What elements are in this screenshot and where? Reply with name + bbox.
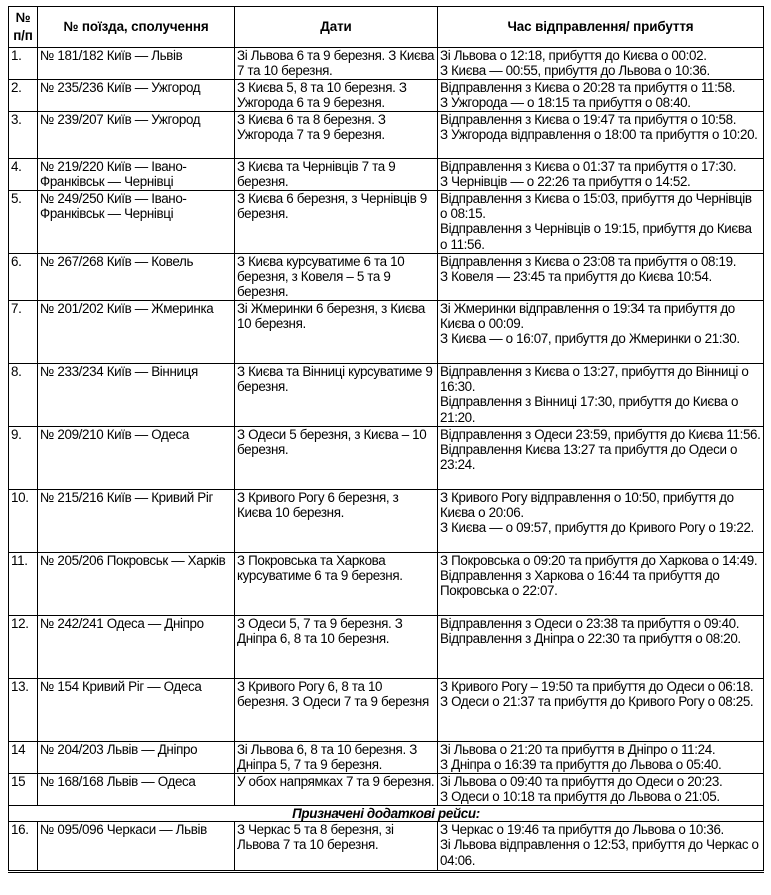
header-times: Час відправлення/ прибуття <box>438 7 764 48</box>
row-number: 9. <box>9 427 38 490</box>
train-route: № 095/096 Черкаси — Львів <box>38 822 235 872</box>
table-row <box>9 364 764 427</box>
dates: Зі Жмеринки 6 березня, з Києва 10 березня. <box>235 301 438 364</box>
time-line: Відправлення з Вінниці 17:30, прибуття до Києва о 21:20. <box>440 394 739 425</box>
time-line: Зі Жмеринки відправлення о 19:34 та прибуття до Києва о 00:09. <box>440 301 735 332</box>
time-line: З Черкас о 19:46 та прибуття до Львова о 10:36. <box>440 822 724 838</box>
schedule-rows <box>9 48 764 806</box>
times <box>438 553 764 616</box>
dates: З Києва 6 березня, з Чернівців 9 березня. <box>235 191 438 254</box>
train-route: № 233/234 Київ — Вінниця <box>38 364 235 427</box>
time-line: Відправлення з Києва о 23:08 та прибуття о 08:19. <box>440 254 737 269</box>
time-line: З Ужгорода відправлення о 18:00 та прибуття о 10:20. <box>440 127 758 143</box>
header-number: № п/п <box>9 7 38 48</box>
table-row <box>9 490 764 553</box>
time-line: З Ужгорода — о 18:15 та прибуття о 08:40. <box>440 95 691 111</box>
time-line: Зі Львова о 12:18, прибуття до Києва о 00:02. <box>440 48 707 63</box>
train-route: № 154 Кривий Ріг — Одеса <box>38 679 235 742</box>
row-number: 11. <box>9 553 38 616</box>
header-train: № поїзда, сполучення <box>38 7 235 48</box>
row-number: 12. <box>9 616 38 679</box>
train-route: № 205/206 Покровськ — Харків <box>38 553 235 616</box>
table-row <box>9 254 764 301</box>
times <box>438 112 764 159</box>
times <box>438 191 764 254</box>
time-line: Відправлення Києва 13:27 та прибуття до Одеси о 23:24. <box>440 442 738 473</box>
dates: З Покровська та Харкова курсуватиме 6 та 9 березня. <box>235 553 438 616</box>
dates: З Одеси 5 березня, з Києва – 10 березня. <box>235 427 438 490</box>
row-number: 13. <box>9 679 38 742</box>
schedule-document <box>8 6 763 873</box>
times <box>438 427 764 490</box>
extra-schedule-rows <box>9 822 764 872</box>
time-line: Відправлення з Києва о 15:03, прибуття до Чернівців о 08:15. <box>440 191 752 222</box>
time-line: З Покровська о 09:20 та прибуття до Харкова о 14:49. <box>440 553 758 568</box>
time-line: З Кривого Рогу відправлення о 10:50, прибуття до Києва о 20:06. <box>440 490 734 521</box>
times <box>438 616 764 679</box>
time-line: Зі Львова о 09:40 та прибуття до Одеси о 20:23. <box>440 774 723 789</box>
time-line: З Дніпра о 16:39 та прибуття до Львова о 05:40. <box>440 757 722 773</box>
time-line: Зі Львова відправлення о 12:53, прибуття до Черкас о 04:06. <box>440 837 759 868</box>
header-dates: Дати <box>235 7 438 48</box>
table-row <box>9 822 764 872</box>
times <box>438 48 764 80</box>
time-line: Відправлення з Києва о 13:27, прибуття до Вінниці о 16:30. <box>440 364 749 395</box>
row-number: 5. <box>9 191 38 254</box>
times <box>438 774 764 806</box>
times <box>438 742 764 774</box>
table-row <box>9 159 764 191</box>
row-number: 14 <box>9 742 38 774</box>
dates: З Києва та Чернівців 7 та 9 березня. <box>235 159 438 191</box>
train-route: № 267/268 Київ — Ковель <box>38 254 235 301</box>
time-line: З Києва — 00:55, прибуття до Львова о 10:36. <box>440 63 710 79</box>
train-route: № 235/236 Київ — Ужгород <box>38 80 235 112</box>
train-schedule-table <box>8 6 764 873</box>
time-line: З Одеси о 21:37 та прибуття до Кривого Рогу о 08:25. <box>440 694 754 710</box>
row-number: 8. <box>9 364 38 427</box>
time-line: З Києва — о 16:07, прибуття до Жмеринки о 21:30. <box>440 331 740 347</box>
table-row <box>9 616 764 679</box>
times <box>438 490 764 553</box>
dates: З Кривого Рогу 6 березня, з Києва 10 березня. <box>235 490 438 553</box>
time-line: Відправлення з Києва о 01:37 та прибуття о 17:30. <box>440 159 737 174</box>
time-line: З Чернівців — о 22:26 та прибуття о 14:52. <box>440 174 691 190</box>
row-number: 1. <box>9 48 38 80</box>
table-row <box>9 553 764 616</box>
times <box>438 822 764 872</box>
table-row <box>9 301 764 364</box>
table-row <box>9 48 764 80</box>
table-row <box>9 191 764 254</box>
table-row <box>9 679 764 742</box>
times <box>438 679 764 742</box>
table-row <box>9 112 764 159</box>
time-line: З Одеси о 10:18 та прибуття до Львова о 21:05. <box>440 789 720 805</box>
time-line: Відправлення з Чернівців о 19:15, прибуття до Києва о 11:56. <box>440 221 752 252</box>
times <box>438 80 764 112</box>
dates: З Києва 5, 8 та 10 березня. З Ужгорода 6 та 9 березня. <box>235 80 438 112</box>
train-route: № 249/250 Київ — Івано-Франківськ — Чернівці <box>38 191 235 254</box>
train-route: № 242/241 Одеса — Дніпро <box>38 616 235 679</box>
table-row <box>9 427 764 490</box>
time-line: З Ковеля — 23:45 та прибуття до Києва 10:54. <box>440 269 712 285</box>
row-number: 4. <box>9 159 38 191</box>
time-line: Відправлення з Харкова о 16:44 та прибуття до Покровська о 22:07. <box>440 568 720 599</box>
time-line: З Києва — о 09:57, прибуття до Кривого Рогу о 19:22. <box>440 520 754 536</box>
train-route: № 209/210 Київ — Одеса <box>38 427 235 490</box>
table-row <box>9 80 764 112</box>
dates: Зі Львова 6, 8 та 10 березня. З Дніпра 5, 7 та 9 березня. <box>235 742 438 774</box>
time-line: Відправлення з Дніпра о 22:30 та прибуття о 08:20. <box>440 631 741 647</box>
section-row <box>9 806 764 822</box>
table-row <box>9 774 764 806</box>
row-number: 15 <box>9 774 38 806</box>
train-route: № 201/202 Київ — Жмеринка <box>38 301 235 364</box>
time-line: Відправлення з Одеси 23:59, прибуття до Києва 11:56. <box>440 427 761 442</box>
train-route: № 219/220 Київ — Івано-Франківськ — Чернівці <box>38 159 235 191</box>
dates: З Кривого Рогу 6, 8 та 10 березня. З Одеси 7 та 9 березня <box>235 679 438 742</box>
train-route: № 239/207 Київ — Ужгород <box>38 112 235 159</box>
train-route: № 181/182 Київ — Львів <box>38 48 235 80</box>
dates: З Києва 6 та 8 березня. З Ужгорода 7 та 9 березня. <box>235 112 438 159</box>
row-number: 2. <box>9 80 38 112</box>
train-route: № 215/216 Київ — Кривий Ріг <box>38 490 235 553</box>
dates: З Києва курсуватиме 6 та 10 березня, з Ковеля – 5 та 9 березня. <box>235 254 438 301</box>
dates: У обох напрямках 7 та 9 березня. <box>235 774 438 806</box>
time-line: Відправлення з Києва о 20:28 та прибуття о 11:58. <box>440 80 736 95</box>
dates: З Одеси 5, 7 та 9 березня. З Дніпра 6, 8 та 10 березня. <box>235 616 438 679</box>
times <box>438 159 764 191</box>
row-number: 10. <box>9 490 38 553</box>
times <box>438 364 764 427</box>
section-title: Призначені додаткові рейси: <box>9 806 764 822</box>
times <box>438 254 764 301</box>
train-route: № 168/168 Львів — Одеса <box>38 774 235 806</box>
time-line: З Кривого Рогу – 19:50 та прибуття до Одеси о 06:18. <box>440 679 754 694</box>
row-number: 16. <box>9 822 38 872</box>
time-line: Відправлення з Києва о 19:47 та прибуття о 10:58. <box>440 112 737 127</box>
header-row <box>9 7 764 48</box>
row-number: 3. <box>9 112 38 159</box>
row-number: 6. <box>9 254 38 301</box>
row-number: 7. <box>9 301 38 364</box>
section-row-group <box>9 806 764 822</box>
times <box>438 301 764 364</box>
time-line: Відправлення з Одеси о 23:38 та прибуття о 09:40. <box>440 616 740 631</box>
dates: З Черкас 5 та 8 березня, зі Львова 7 та 10 березня. <box>235 822 438 872</box>
train-route: № 204/203 Львів — Дніпро <box>38 742 235 774</box>
dates: Зі Львова 6 та 9 березня. З Києва 7 та 10 березня. <box>235 48 438 80</box>
table-row <box>9 742 764 774</box>
time-line: Зі Львова о 21:20 та прибуття в Дніпро о 11:24. <box>440 742 716 757</box>
dates: З Києва та Вінниці курсуватиме 9 березня. <box>235 364 438 427</box>
